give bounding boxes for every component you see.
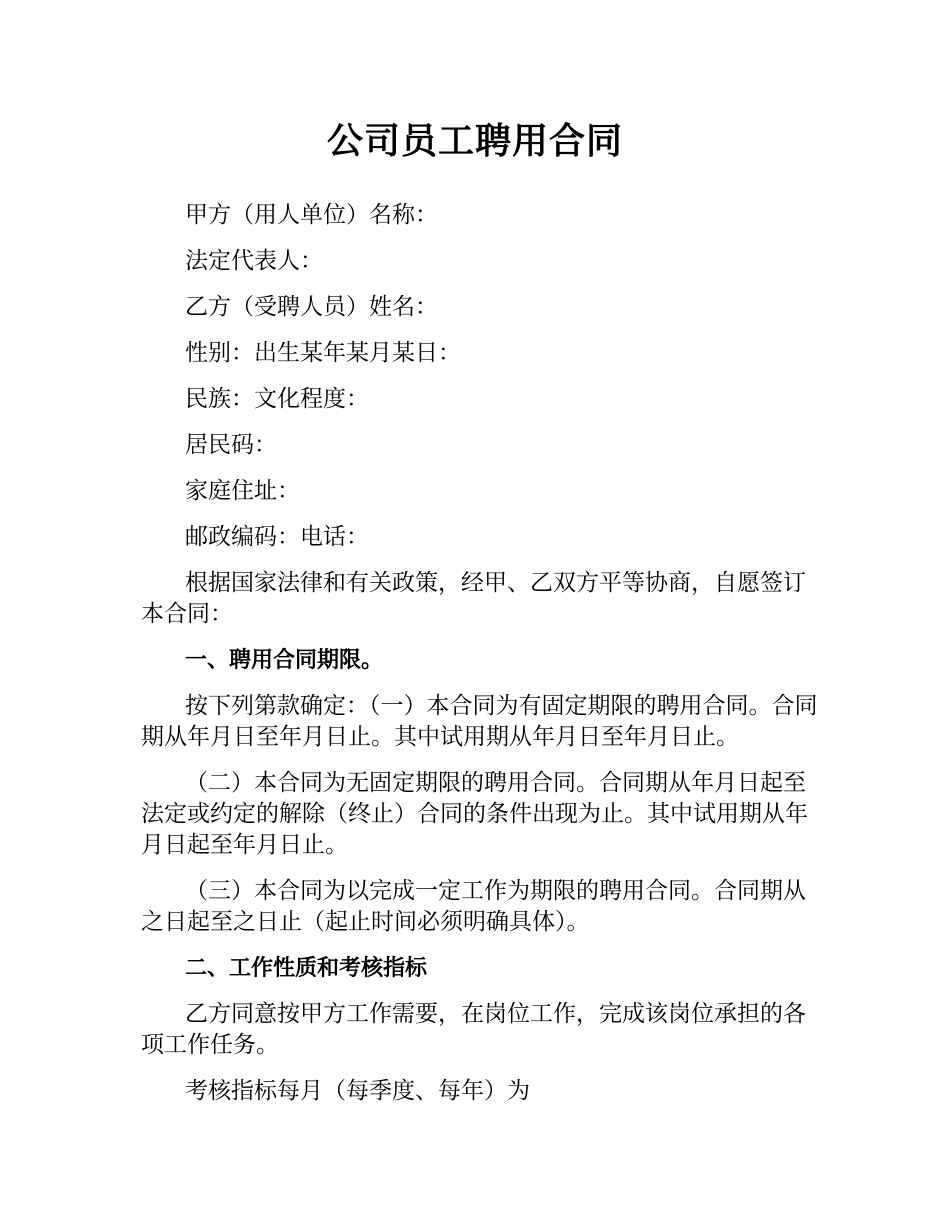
section-2-paragraph-1: 乙方同意按甲方工作需要，在岗位工作，完成该岗位承担的各项工作任务。 [141, 1001, 806, 1058]
section-1-paragraph-2: （二）本合同为无固定期限的聘用合同。合同期从年月日起至法定或约定的解除（终止）合同的条件出现为止。其中试用期从年月日起至年月日止。 [141, 770, 808, 858]
preamble-paragraph: 根据国家法律和有关政策，经甲、乙双方平等协商，自愿签订本合同： [141, 570, 806, 627]
field-home-address: 家庭住址： [185, 478, 300, 504]
section-2-heading: 二、工作性质和考核指标 [185, 956, 428, 981]
field-ethnic-education: 民族：文化程度： [185, 386, 369, 412]
field-postal-phone: 邮政编码：电话： [185, 524, 369, 550]
field-gender-birth: 性别：出生某年某月某日： [185, 340, 461, 366]
field-legal-rep: 法定代表人： [185, 248, 323, 274]
document-body [141, 200, 821, 1122]
field-party-b: 乙方（受聘人员）姓名： [185, 294, 438, 320]
section-1-paragraph-3: （三）本合同为以完成一定工作为期限的聘用合同。合同期从之日起至之日止（起止时间必须明确具体）。 [141, 878, 806, 935]
section-2-paragraph-2: 考核指标每月（每季度、每年）为 [185, 1078, 530, 1104]
document-title: 公司员工聘用合同 [326, 121, 623, 162]
section-1-heading: 一、聘用合同期限。 [185, 648, 384, 673]
field-resident-id: 居民码： [185, 432, 277, 458]
field-party-a: 甲方（用人单位）名称： [185, 202, 438, 228]
section-1-paragraph-1: 按下列第款确定：（一）本合同为有固定期限的聘用合同。合同期从年月日至年月日止。其中试用期从年月日至年月日止。 [141, 693, 818, 750]
